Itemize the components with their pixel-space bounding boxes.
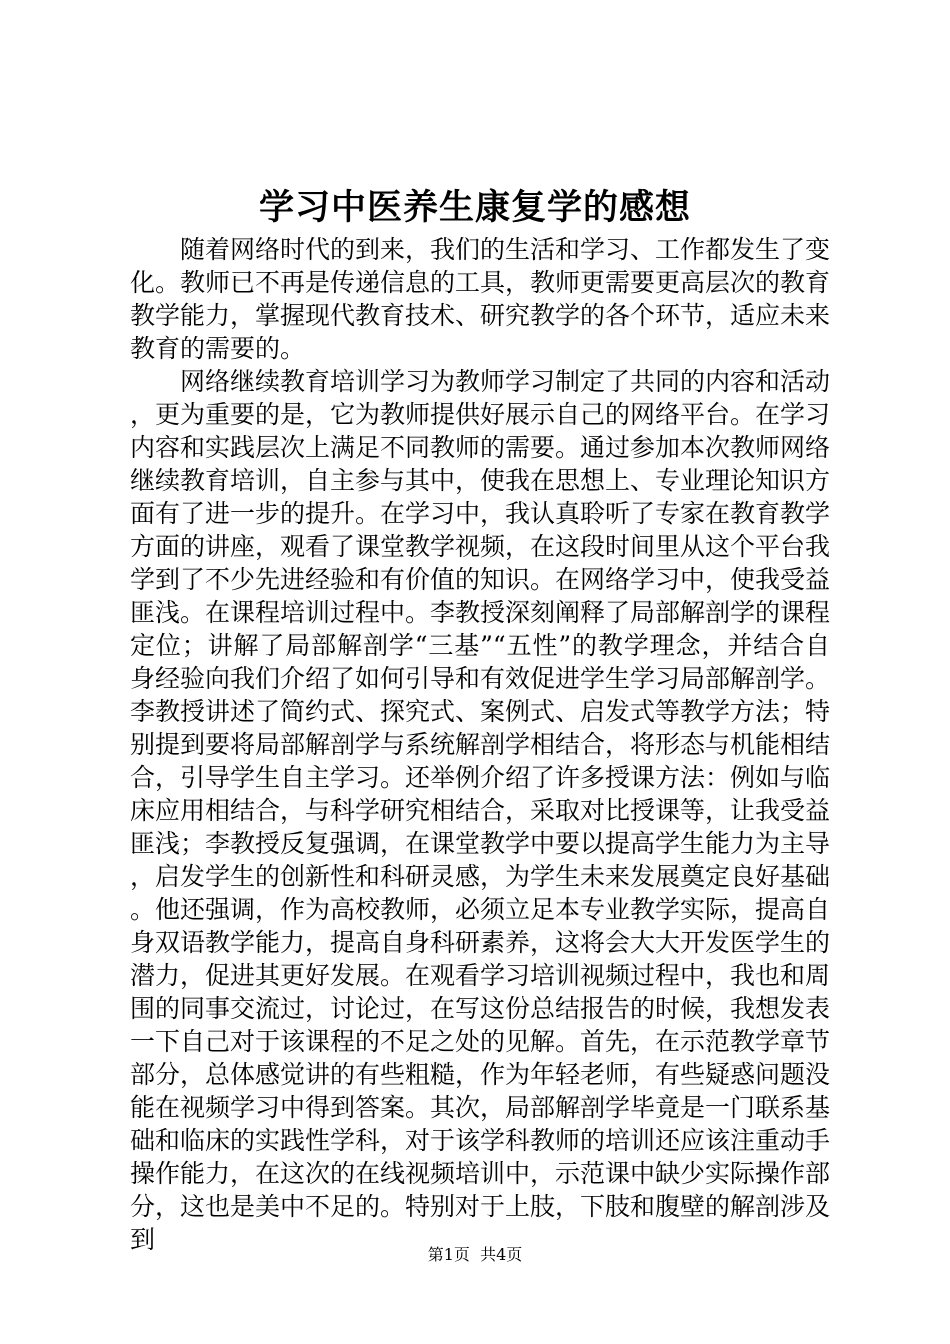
paragraph: 随着网络时代的到来，我们的生活和学习、工作都发生了变化。教师已不再是传递信息的工具，教师更需要更高层次的教育教学能力，掌握现代教育技术、研究教学的各个环节，适应未来教育的需要的。	[130, 235, 831, 363]
page-number: 第1页	[427, 1245, 470, 1264]
page-total: 共4页	[480, 1245, 523, 1264]
footer-separator	[470, 1245, 480, 1264]
page-footer	[0, 1244, 950, 1266]
document-body	[130, 233, 830, 1256]
paragraph: 网络继续教育培训学习为教师学习制定了共同的内容和活动，更为重要的是，它为教师提供好展示自己的网络平台。在学习内容和实践层次上满足不同教师的需要。通过参加本次教师网络继续教育培训，自主参与其中，使我在思想上、专业理论知识方面有了进一步的提升。在学习中，我认真聆听了专家在教育教学方面的讲座，观看了课堂教学视频，在这段时间里从这个平台我学到了不少先进经验和有价值的知识。在网络学习中，使我受益匪浅。在课程培训过程中。李教授深刻阐释了局部解剖学的课程定位；讲解了局部解剖学“三基”“五性”的教学理念，并结合自身经验向我们介绍了如何引导和有效促进学生学习局部解剖学。李教授讲述了简约式、探究式、案例式、启发式等教学方法；特别提到要将局部解剖学与系统解剖学相结合，将形态与机能相结合，引导学生自主学习。还举例介绍了许多授课方法：例如与临床应用相结合，与科学研究相结合，采取对比授课等，让我受益匪浅；李教授反复强调，在课堂教学中要以提高学生能力为主导，启发学生的创新性和科研灵感，为学生未来发展奠定良好基础。他还强调，作为高校教师，必须立足本专业教学实际，提高自身双语教学能力，提高自身科研素养，这将会大大开发医学生的潜力，促进其更好发展。在观看学习培训视频过程中，我也和周围的同事交流过，讨论过，在写这份总结报告的时候，我想发表一下自己对于该课程的不足之处的见解。首先，在示范教学章节部分，总体感觉讲的有些粗糙，作为年轻老师，有些疑惑问题没能在视频学习中得到答案。其次，局部解剖学毕竟是一门联系基础和临床的实践性学科，对于该学科教师的培训还应该注重动手操作能力，在这次的在线视频培训中，示范课中缺少实际操作部分，这也是美中不足的。特别对于上肢，下肢和腹壁的解剖涉及到	[130, 367, 831, 1254]
document-title: 学习中医养生康复学的感想	[258, 187, 691, 228]
